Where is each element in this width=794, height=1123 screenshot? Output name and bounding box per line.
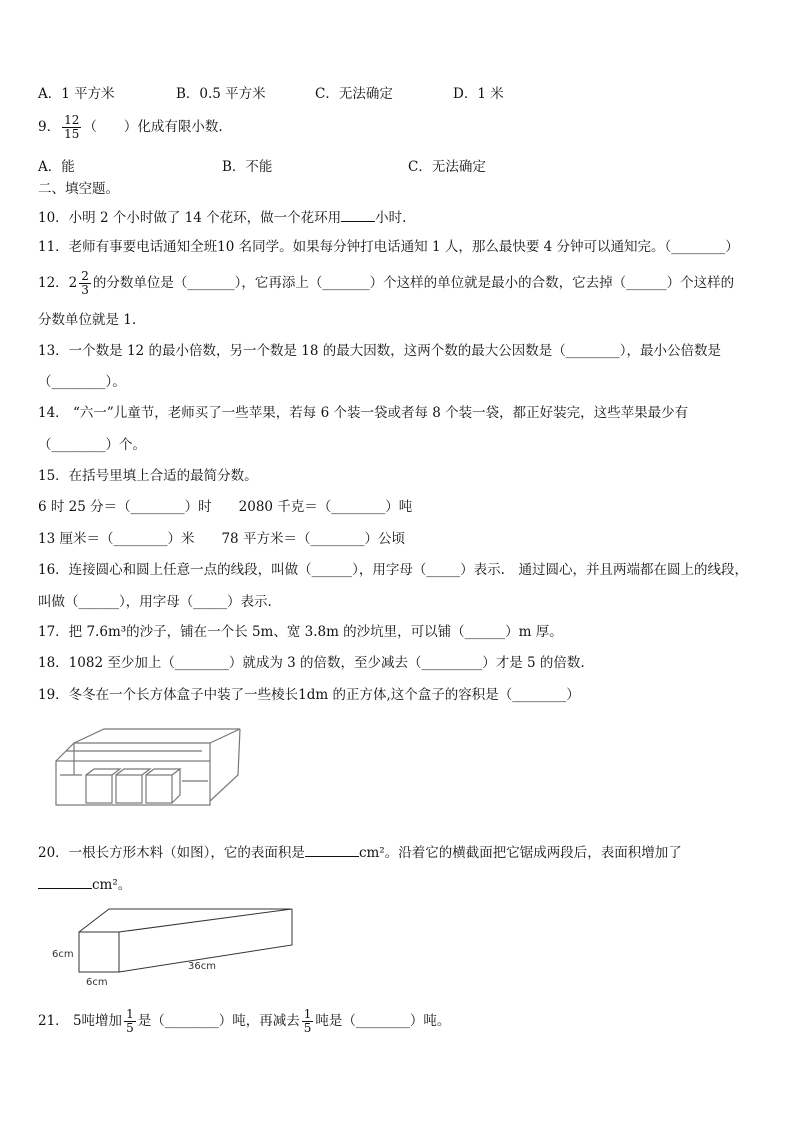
question-15-line2: 13 厘米＝（________）米 78 平方米＝（________）公顷 <box>38 531 405 547</box>
question-9 <box>38 112 223 142</box>
q10-text-pre: 10．小明 2 个小时做了 14 个花环，做一个花环用 <box>38 210 342 226</box>
question-13-line1: 13．一个数是 12 的最小倍数，另一个数是 18 的最大因数，这两个数的最大公因数是（________），最小公倍数是 <box>38 343 721 359</box>
prism-height-label: 6cm <box>52 949 74 960</box>
q8-option-a: A．1 平方米 <box>38 86 115 102</box>
q20-blank-1[interactable] <box>305 842 359 857</box>
question-20-line2 <box>38 874 131 894</box>
q20-blank-2[interactable] <box>38 874 92 889</box>
q9-fraction <box>62 114 81 141</box>
question-19: 19．冬冬在一个长方体盒子中装了一些棱长1dm 的正方体,这个盒子的容积是（________） <box>38 687 580 703</box>
prism-width-label: 6cm <box>86 977 108 988</box>
box-figure <box>52 725 244 815</box>
question-16-line1: 16．连接圆心和圆上任意一点的线段，叫做（______），用字母（_____）表示. 通过圆心，并且两端都在圆上的线段， <box>38 562 748 578</box>
q12-text: 的分数单位是（_______），它再添上（_______）个这样的单位就是最小的合数，它去掉（______）个这样的 <box>92 275 735 291</box>
q21-frac2-den: 5 <box>303 1021 312 1035</box>
question-11: 11．老师有事要电话通知全班10 名同学。如果每分钟打电话通知 1 人，那么最快要 4 分钟可以通知完。（________） <box>38 239 739 255</box>
q12-fraction <box>79 270 91 297</box>
q9-number: 9． <box>38 119 61 135</box>
q12-frac-num: 2 <box>81 269 89 283</box>
question-21 <box>38 1006 450 1036</box>
q9-option-b: B．不能 <box>222 159 273 175</box>
q21-frac1-den: 5 <box>126 1021 134 1035</box>
q21-fraction-1 <box>124 1008 136 1035</box>
question-18: 18．1082 至少加上（________）就成为 3 的倍数，至少减去（_________）才是 5 的倍数. <box>38 655 585 671</box>
q9-frac-den: 15 <box>64 127 80 141</box>
q12-frac-den: 3 <box>81 283 89 297</box>
q21-fraction-2 <box>302 1008 314 1035</box>
section-title: 二、填空题。 <box>38 181 119 197</box>
q20-text-pre: 20．一根长方形木料（如图），它的表面积是 <box>38 845 305 861</box>
question-14-line2: （________）个。 <box>38 437 146 453</box>
q21-frac2-num: 1 <box>303 1007 312 1021</box>
question-20-line1 <box>38 842 682 862</box>
q20-text-mid: cm²。沿着它的横截面把它锯成两段后，表面积增加了 <box>358 845 682 861</box>
question-12-line2: 分数单位就是 1. <box>38 312 137 328</box>
q10-blank[interactable] <box>341 207 375 222</box>
prism-length-label: 36cm <box>188 961 216 972</box>
q9-option-c: C．无法确定 <box>408 159 486 175</box>
question-17: 17．把 7.6m³的沙子，铺在一个长 5m、宽 3.8m 的沙坑里，可以铺（______）m 厚。 <box>38 624 563 640</box>
question-15-line1: 6 时 25 分＝（________）时 2080 千克＝（________）吨 <box>38 499 413 515</box>
q9-text: （ ）化成有限小数. <box>83 119 223 135</box>
q12-number: 12．2 <box>38 275 78 291</box>
question-16-line2: 叫做（______），用字母（_____）表示. <box>38 594 272 610</box>
q20-text-post: cm²。 <box>92 877 132 893</box>
q21-text-mid: 是（________）吨，再减去 <box>137 1013 300 1029</box>
q8-option-c: C．无法确定 <box>315 86 393 102</box>
q8-option-d: D．1 米 <box>453 86 504 102</box>
q21-frac1-num: 1 <box>126 1007 134 1021</box>
question-14-line1: 14． “六一”儿童节，老师买了一些苹果，若每 6 个装一袋或者每 8 个装一袋，都正好装完，这些苹果最少有 <box>38 405 689 421</box>
question-12-line1 <box>38 268 734 298</box>
q21-text-post: 吨是（________）吨。 <box>315 1013 451 1029</box>
prism-figure <box>50 905 300 990</box>
q10-text-post: 小时. <box>375 210 407 226</box>
question-13-line2: （________）。 <box>38 374 126 390</box>
q21-text-pre: 21． 5吨增加 <box>38 1013 123 1029</box>
question-10 <box>38 207 406 227</box>
q9-frac-num: 12 <box>64 113 80 127</box>
question-15-title: 15．在括号里填上合适的最简分数。 <box>38 468 258 484</box>
q9-option-a: A．能 <box>38 159 75 175</box>
q8-option-b: B．0.5 平方米 <box>176 86 266 102</box>
